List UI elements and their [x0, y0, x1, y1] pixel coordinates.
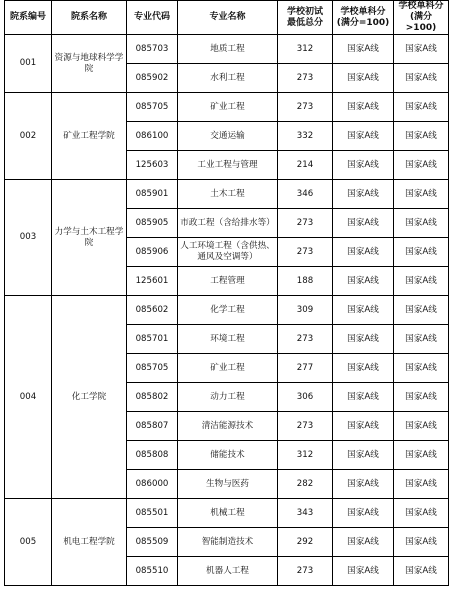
single-le100-cell: 国家A线 [333, 151, 394, 180]
major-name-cell: 生物与医药 [178, 470, 278, 499]
dept-name-cell: 化工学院 [52, 296, 127, 499]
single-le100-cell: 国家A线 [333, 296, 394, 325]
single-gt100-cell: 国家A线 [394, 267, 449, 296]
single-le100-cell: 国家A线 [333, 441, 394, 470]
single-gt100-cell: 国家A线 [394, 238, 449, 267]
major-name-cell: 市政工程（含给排水等） [178, 209, 278, 238]
major-name-cell: 矿业工程 [178, 354, 278, 383]
header-dept-name: 院系名称 [52, 1, 127, 35]
major-code-cell: 085901 [127, 180, 178, 209]
major-code-cell: 085902 [127, 64, 178, 93]
header-major-name: 专业名称 [178, 1, 278, 35]
total-min-cell: 188 [278, 267, 333, 296]
major-code-cell: 085705 [127, 93, 178, 122]
major-name-cell: 土木工程 [178, 180, 278, 209]
major-name-cell: 机器人工程 [178, 557, 278, 586]
total-min-cell: 332 [278, 122, 333, 151]
major-code-cell: 125601 [127, 267, 178, 296]
major-code-cell: 085703 [127, 35, 178, 64]
dept-name-cell: 机电工程学院 [52, 499, 127, 586]
major-code-cell: 086100 [127, 122, 178, 151]
major-name-cell: 交通运输 [178, 122, 278, 151]
major-code-cell: 085807 [127, 412, 178, 441]
major-name-cell: 清洁能源技术 [178, 412, 278, 441]
single-le100-cell: 国家A线 [333, 35, 394, 64]
single-gt100-cell: 国家A线 [394, 441, 449, 470]
single-le100-cell: 国家A线 [333, 209, 394, 238]
dept-name-cell: 矿业工程学院 [52, 93, 127, 180]
total-min-cell: 273 [278, 209, 333, 238]
major-code-cell: 085501 [127, 499, 178, 528]
single-le100-cell: 国家A线 [333, 238, 394, 267]
single-gt100-cell: 国家A线 [394, 151, 449, 180]
total-min-cell: 273 [278, 64, 333, 93]
table-row [5, 93, 449, 122]
header-single-le100: 学校单科分 (满分=100) [333, 1, 394, 35]
major-name-cell: 水利工程 [178, 64, 278, 93]
major-code-cell: 085808 [127, 441, 178, 470]
single-le100-cell: 国家A线 [333, 412, 394, 441]
total-min-cell: 343 [278, 499, 333, 528]
major-name-cell: 矿业工程 [178, 93, 278, 122]
major-code-cell: 085906 [127, 238, 178, 267]
single-le100-cell: 国家A线 [333, 325, 394, 354]
total-min-cell: 273 [278, 325, 333, 354]
single-le100-cell: 国家A线 [333, 557, 394, 586]
major-code-cell: 085509 [127, 528, 178, 557]
single-gt100-cell: 国家A线 [394, 470, 449, 499]
single-le100-cell: 国家A线 [333, 267, 394, 296]
total-min-cell: 312 [278, 441, 333, 470]
single-le100-cell: 国家A线 [333, 180, 394, 209]
admission-score-table [4, 0, 449, 586]
total-min-cell: 282 [278, 470, 333, 499]
major-name-cell: 地质工程 [178, 35, 278, 64]
major-code-cell: 085602 [127, 296, 178, 325]
single-gt100-cell: 国家A线 [394, 180, 449, 209]
major-name-cell: 智能制造技术 [178, 528, 278, 557]
single-gt100-cell: 国家A线 [394, 296, 449, 325]
dept-code-cell: 002 [5, 93, 52, 180]
total-min-cell: 273 [278, 412, 333, 441]
major-name-cell: 工程管理 [178, 267, 278, 296]
single-gt100-cell: 国家A线 [394, 325, 449, 354]
header-dept-code: 院系编号 [5, 1, 52, 35]
total-min-cell: 309 [278, 296, 333, 325]
dept-name-cell: 资源与地球科学学院 [52, 35, 127, 93]
single-le100-cell: 国家A线 [333, 383, 394, 412]
single-gt100-cell: 国家A线 [394, 528, 449, 557]
dept-code-cell: 004 [5, 296, 52, 499]
total-min-cell: 273 [278, 93, 333, 122]
single-le100-cell: 国家A线 [333, 122, 394, 151]
major-code-cell: 085802 [127, 383, 178, 412]
header-major-code: 专业代码 [127, 1, 178, 35]
single-gt100-cell: 国家A线 [394, 557, 449, 586]
single-gt100-cell: 国家A线 [394, 93, 449, 122]
major-code-cell: 085510 [127, 557, 178, 586]
dept-name-cell: 力学与土木工程学院 [52, 180, 127, 296]
single-le100-cell: 国家A线 [333, 528, 394, 557]
total-min-cell: 273 [278, 557, 333, 586]
table-header [5, 1, 449, 35]
header-row [5, 1, 449, 35]
table-row [5, 296, 449, 325]
single-gt100-cell: 国家A线 [394, 354, 449, 383]
major-code-cell: 086000 [127, 470, 178, 499]
major-name-cell: 动力工程 [178, 383, 278, 412]
single-le100-cell: 国家A线 [333, 93, 394, 122]
single-gt100-cell: 国家A线 [394, 412, 449, 441]
major-code-cell: 085905 [127, 209, 178, 238]
single-le100-cell: 国家A线 [333, 64, 394, 93]
header-total-min: 学校初试 最低总分 [278, 1, 333, 35]
single-le100-cell: 国家A线 [333, 354, 394, 383]
single-le100-cell: 国家A线 [333, 470, 394, 499]
total-min-cell: 312 [278, 35, 333, 64]
total-min-cell: 306 [278, 383, 333, 412]
major-name-cell: 环境工程 [178, 325, 278, 354]
total-min-cell: 214 [278, 151, 333, 180]
table-row [5, 35, 449, 64]
major-code-cell: 085701 [127, 325, 178, 354]
major-code-cell: 125603 [127, 151, 178, 180]
single-gt100-cell: 国家A线 [394, 35, 449, 64]
single-gt100-cell: 国家A线 [394, 383, 449, 412]
dept-code-cell: 005 [5, 499, 52, 586]
single-le100-cell: 国家A线 [333, 499, 394, 528]
major-name-cell: 机械工程 [178, 499, 278, 528]
dept-code-cell: 001 [5, 35, 52, 93]
table-body [5, 35, 449, 586]
table-row [5, 180, 449, 209]
major-name-cell: 工业工程与管理 [178, 151, 278, 180]
single-gt100-cell: 国家A线 [394, 122, 449, 151]
major-name-cell: 化学工程 [178, 296, 278, 325]
header-single-gt100: 学校单科分 (满分>100) [394, 1, 449, 35]
total-min-cell: 346 [278, 180, 333, 209]
total-min-cell: 273 [278, 238, 333, 267]
table-row [5, 499, 449, 528]
single-gt100-cell: 国家A线 [394, 64, 449, 93]
single-gt100-cell: 国家A线 [394, 209, 449, 238]
major-code-cell: 085705 [127, 354, 178, 383]
total-min-cell: 277 [278, 354, 333, 383]
single-gt100-cell: 国家A线 [394, 499, 449, 528]
dept-code-cell: 003 [5, 180, 52, 296]
total-min-cell: 292 [278, 528, 333, 557]
major-name-cell: 人工环境工程（含供热、通风及空调等） [178, 238, 278, 267]
major-name-cell: 储能技术 [178, 441, 278, 470]
